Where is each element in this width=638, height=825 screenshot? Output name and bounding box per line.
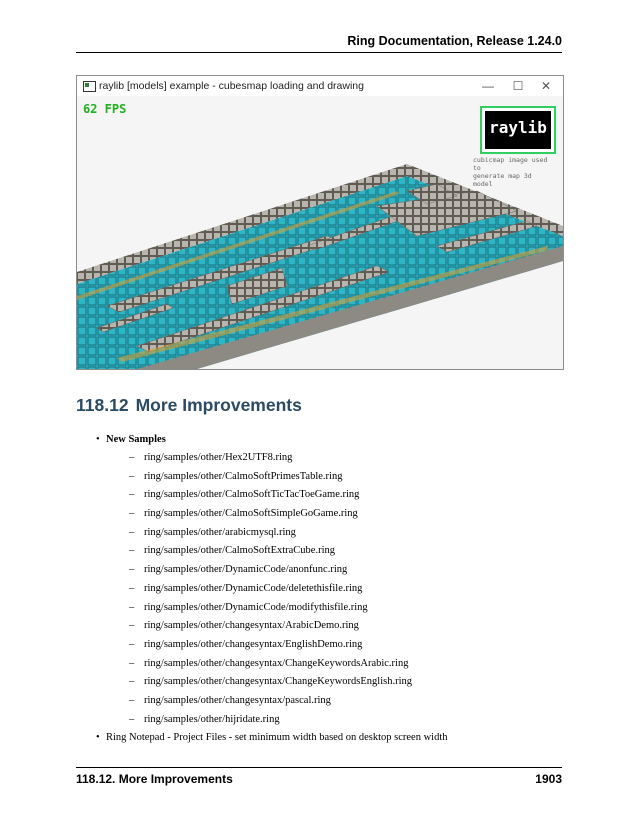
sample-item: – ring/samples/other/changesyntax/EnglishDemo.ring: [96, 636, 568, 655]
list-item-notepad: • Ring Notepad - Project Files - set minimum width based on desktop screen width: [96, 729, 568, 747]
app-icon: [83, 81, 96, 92]
raylib-logo-text: raylib: [485, 111, 551, 149]
window-title: raylib [models] example - cubesmap loading and drawing: [99, 80, 364, 92]
sample-item: – ring/samples/other/DynamicCode/modifythisfile.ring: [96, 599, 568, 618]
section-number: 118.12: [76, 395, 129, 415]
raylib-logo: [480, 106, 556, 154]
sample-item: – ring/samples/other/DynamicCode/anonfunc.ring: [96, 561, 568, 580]
caption-line: cubicmap image used to: [473, 156, 548, 172]
page-number: 1903: [535, 772, 562, 786]
new-samples-label: New Samples: [106, 434, 166, 445]
footer-rule: [76, 767, 562, 768]
improvements-list: [96, 431, 568, 747]
list-item-new-samples: [96, 431, 568, 449]
sample-item: – ring/samples/other/CalmoSoftPrimesTable.ring: [96, 468, 568, 487]
footer-section-label: 118.12. More Improvements: [76, 772, 233, 786]
sample-item: – ring/samples/other/CalmoSoftTicTacToeGame.ring: [96, 486, 568, 505]
header-rule: [76, 52, 562, 53]
logo-caption: [473, 156, 551, 188]
window-titlebar: [77, 76, 563, 96]
section-title: More Improvements: [135, 395, 302, 415]
maximize-button: ☐: [512, 79, 524, 93]
sample-item: – ring/samples/other/CalmoSoftExtraCube.ring: [96, 542, 568, 561]
running-header: Ring Documentation, Release 1.24.0: [347, 34, 562, 48]
sample-item: – ring/samples/other/changesyntax/ArabicDemo.ring: [96, 617, 568, 636]
minimize-button: —: [482, 79, 494, 93]
caption-line: generate map 3d model: [473, 172, 532, 188]
sample-item: – ring/samples/other/changesyntax/pascal.ring: [96, 692, 568, 711]
fps-counter: 62 FPS: [83, 102, 127, 116]
sample-item: – ring/samples/other/changesyntax/ChangeKeywordsEnglish.ring: [96, 673, 568, 692]
sample-item: – ring/samples/other/changesyntax/ChangeKeywordsArabic.ring: [96, 655, 568, 674]
sample-item: – ring/samples/other/hijridate.ring: [96, 711, 568, 730]
close-button: ✕: [540, 79, 552, 93]
3d-viewport: [77, 96, 563, 369]
sample-item: – ring/samples/other/CalmoSoftSimpleGoGame.ring: [96, 505, 568, 524]
sample-item: – ring/samples/other/Hex2UTF8.ring: [96, 449, 568, 468]
sample-item: – ring/samples/other/DynamicCode/deletethisfile.ring: [96, 580, 568, 599]
screenshot-window: [76, 75, 564, 370]
sample-item: – ring/samples/other/arabicmysql.ring: [96, 524, 568, 543]
section-heading: [76, 395, 302, 416]
